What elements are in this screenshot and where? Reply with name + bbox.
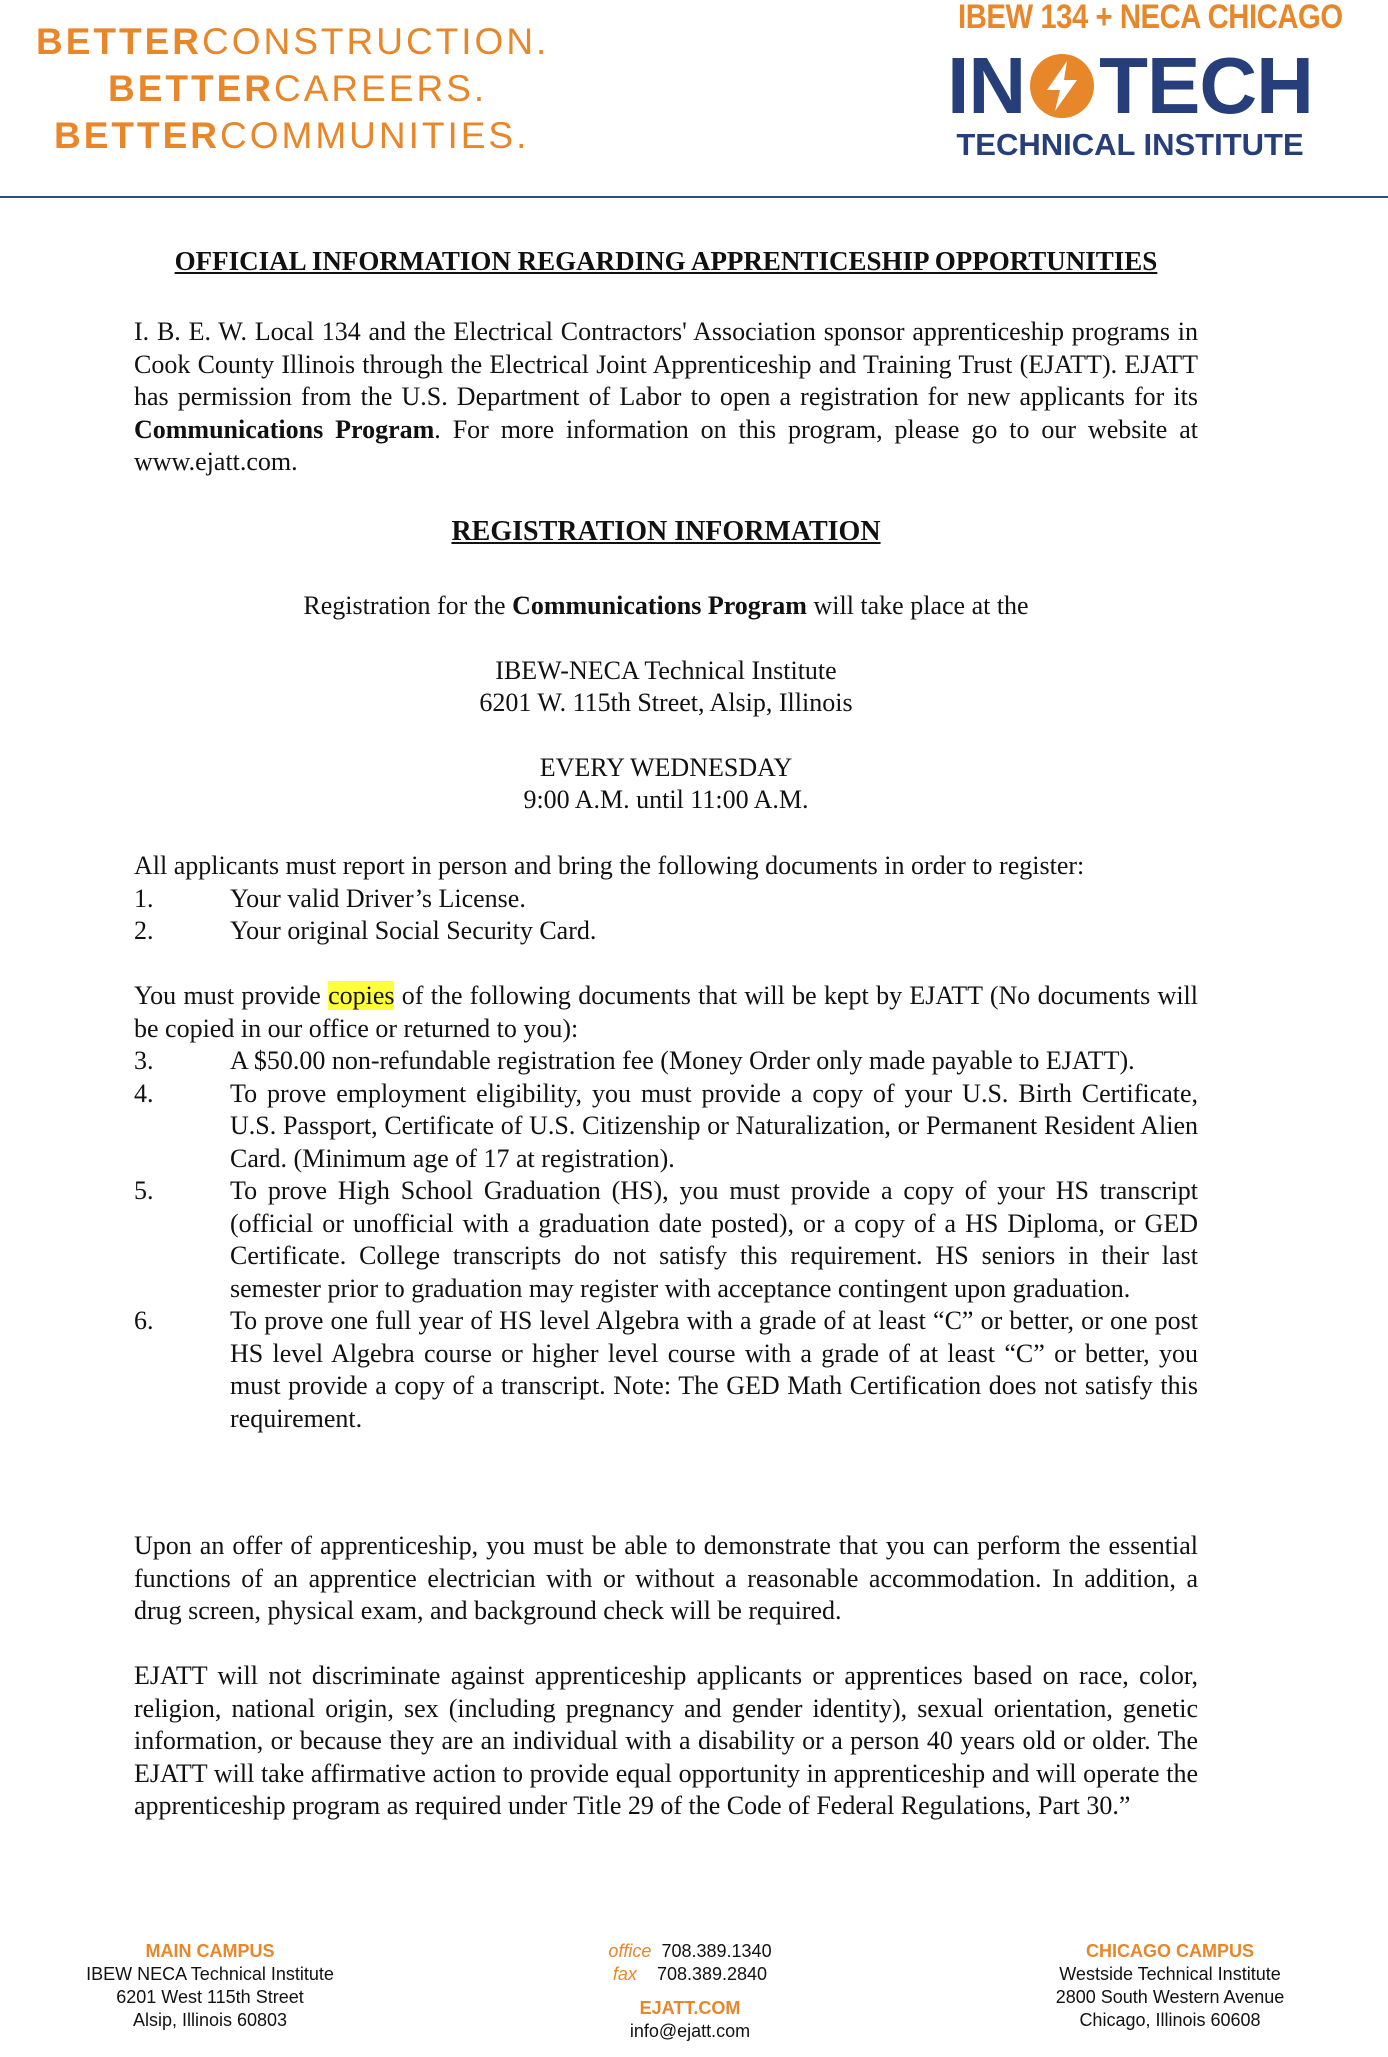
website-link[interactable]: EJATT.COM bbox=[639, 1998, 741, 2018]
registration-title: REGISTRATION INFORMATION bbox=[451, 516, 881, 547]
intro-paragraph: I. B. E. W. Local 134 and the Electrical Contractors' Association sponsor apprenticeship programs in Cook County Illinois through the Electrical Joint Apprenticeship and Training Trust (EJATT). EJATT has permission from the U.S. Department of Labor to open a registration for new applicants for its Communications Program. For more information on this program, please go to our website at www.ejatt.com. bbox=[134, 317, 1199, 476]
email-link[interactable]: info@ejatt.com bbox=[629, 2021, 751, 2041]
footer-main-campus: MAIN CAMPUS IBEW NECA Technical Institute 6201 West 115th Street Alsip, Illinois 60803 bbox=[86, 1941, 334, 2030]
fax-number: fax 708.389.2840 bbox=[612, 1964, 768, 1984]
intech-logo bbox=[930, 0, 1343, 170]
logo-word-tech: TECH bbox=[1099, 41, 1313, 130]
tagline-line: BETTERCONSTRUCTION. bbox=[36, 21, 550, 62]
tagline-line: BETTERCAREERS. bbox=[108, 68, 488, 109]
logo-word-in: IN bbox=[947, 41, 1026, 130]
schedule-time: 9:00 A.M. until 11:00 A.M. bbox=[523, 785, 809, 814]
list-item: 3. A $50.00 non-refundable registration fee (Money Order only made payable to EJATT). bbox=[134, 1046, 1135, 1075]
offer-paragraph: Upon an offer of apprenticeship, you must be able to demonstrate that you can perform the essential functions of an apprentice electrician with or without a reasonable accommodation. In addition, a drug screen, physical exam, and background check will be required. bbox=[134, 1531, 1198, 1625]
eeo-paragraph: EJATT will not discriminate against apprenticeship applicants or apprentices based on race, color, religion, national origin, sex (including pregnancy and gender identity), sexual orientation, genetic information, or because they are an individual with a disability or a person 40 years old or older. The EJATT will take affirmative action to provide equal opportunity in apprenticeship and will operate the apprenticeship program as required under Title 29 of the Code of Federal Regulations, Part 30.” bbox=[134, 1661, 1198, 1820]
location-name: IBEW-NECA Technical Institute bbox=[495, 655, 837, 685]
registration-details: Registration for the Communications Program will take place at the IBEW-NECA Technical Institute 6201 W. 115th Street, Alsip, Illinois EVERY WEDNESDAY 9:00 A.M. until 11:00 A.M. bbox=[134, 590, 1198, 817]
copies-list bbox=[134, 1045, 1198, 1435]
logo-wordmark bbox=[930, 41, 1330, 130]
list-item: 1. Your valid Driver’s License. bbox=[134, 883, 526, 913]
office-phone: office 708.389.1340 bbox=[608, 1941, 772, 1961]
schedule-day: EVERY WEDNESDAY bbox=[539, 752, 793, 782]
location-address: 6201 W. 115th Street, Alsip, Illinois bbox=[479, 688, 853, 717]
document-title: OFFICIAL INFORMATION REGARDING APPRENTICESHIP OPPORTUNITIES bbox=[174, 246, 1158, 276]
logo-subtitle: TECHNICAL INSTITUTE bbox=[956, 127, 1304, 162]
tagline-line: BETTERCOMMUNITIES. bbox=[54, 115, 530, 156]
highlighted-word: copies bbox=[328, 981, 395, 1010]
footer-chicago-campus: CHICAGO CAMPUS Westside Technical Institute 2800 South Western Avenue Chicago, Illinois 60608 bbox=[1055, 1941, 1285, 2030]
list-item: 5. To prove High School Graduation (HS), you must provide a copy of your HS transcript (official or unofficial with a graduation date posted), or a copy of a HS Diploma, or GED Certificate. College transcripts do not satisfy this requirement. HS seniors in their last semester prior to graduation may register with acceptance contingent upon graduation. bbox=[134, 1176, 1198, 1303]
tagline bbox=[36, 18, 549, 159]
footer-contact bbox=[570, 1940, 810, 2043]
copies-section: You must provide copies of the following documents that will be kept by EJATT (No documents will be copied in our office or returned to you): 3. A $50.00 non-refundable registration fee (Money Order only made payable to EJATT). 4. To prove employment eligibility, you must provide a copy of your U.S. Birth Certificate, U.S. Passport, Certificate of U.S. Citizenship or Naturalization, or Permanent Resident Alien Card. (Minimum age of 17 at registration). 5. To prove High School Graduation (HS), you must provide a copy of your HS transcript (official or unofficial with a graduation date posted), or a copy of a HS Diploma, or GED Certificate. College transcripts do not satisfy this requirement. HS seniors in their last semester prior to graduation may register with acceptance contingent upon graduation. 6. To prove one full year of HS level Algebra with a grade of at least “C” or better, or one post HS level Algebra course or higher level course with a grade of at least “C” or better, you must provide a copy of a transcript. Note: The GED Math Certification does not satisfy this requirement. bbox=[134, 980, 1198, 1435]
in-person-list bbox=[134, 883, 1198, 948]
list-item: 6. To prove one full year of HS level Algebra with a grade of at least “C” or better, or one post HS level Algebra course or higher level course with a grade of at least “C” or better, you must provide a copy of a transcript. Note: The GED Math Certification does not satisfy this requirement. bbox=[134, 1306, 1198, 1433]
list-item: 2. Your original Social Security Card. bbox=[134, 916, 597, 945]
list-item: 4. To prove employment eligibility, you must provide a copy of your U.S. Birth Certificate, U.S. Passport, Certificate of U.S. Citizenship or Naturalization, or Permanent Resident Alien Card. (Minimum age of 17 at registration). bbox=[134, 1078, 1198, 1173]
header-divider bbox=[0, 196, 1388, 198]
in-person-section: All applicants must report in person and bring the following documents in order to register: 1. Your valid Driver’s License. 2. Your original Social Security Card. bbox=[134, 850, 1198, 948]
logo-top-line: IBEW 134 + NECA CHICAGO bbox=[958, 0, 1343, 36]
lightning-bolt-icon bbox=[1029, 53, 1095, 119]
